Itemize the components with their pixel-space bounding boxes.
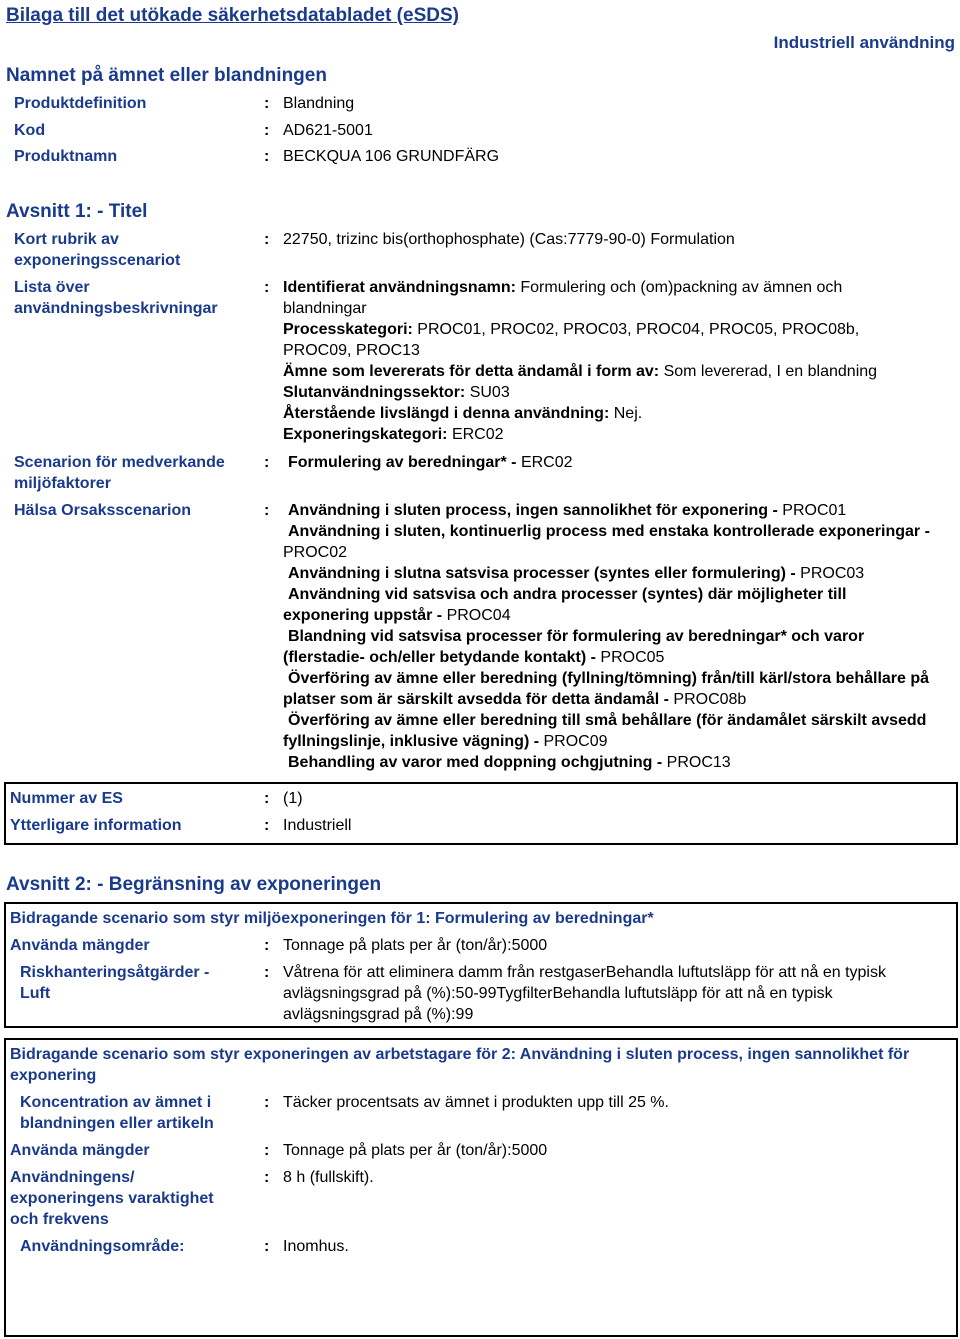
concentration-label: Koncentration av ämnet i blandningen eller artikeln xyxy=(20,1094,214,1132)
es-number-label: Nummer av ES xyxy=(10,790,123,807)
list-item xyxy=(283,500,933,521)
colon: : xyxy=(264,1142,270,1159)
es-number-value: (1) xyxy=(283,790,303,807)
worker-amount-label: Använda mängder xyxy=(10,1142,150,1159)
list-item xyxy=(283,563,933,584)
process-category-value: PROC01, PROC02, PROC03, PROC04, PROC05, PROC08b, PROC09, PROC13 xyxy=(283,321,860,359)
worker-box-title: Bidragande scenario som styr exponeringen av arbetstagare för 2: Användning i sluten process, ingen sannolikhet för exponering xyxy=(10,1046,910,1084)
identified-name-label: Identifierat användningsnamn: xyxy=(283,279,516,296)
health-item-text: Användning i sluten, kontinuerlig process med enstaka kontrollerade exponeringar - xyxy=(288,523,930,540)
es-info-box xyxy=(4,782,958,845)
list-item xyxy=(283,710,933,752)
code-value: AD621-5001 xyxy=(283,122,373,139)
remaining-life-label: Återstående livslängd i denna användning: xyxy=(283,405,610,422)
exposure-category-label: Exponeringskategori: xyxy=(283,426,448,443)
more-info-value: Industriell xyxy=(283,817,352,834)
health-item-code: PROC01 xyxy=(782,502,847,519)
section1-heading: Avsnitt 1: - Titel xyxy=(6,201,148,222)
risk-measures-value: Våtrena för att eliminera damm från restgaserBehandla luftutsläpp för att nå en typisk avlägsningsgrad på (%):50-99TygfilterBehandla luftutsläpp för att nå en typisk avlägsningsgrad på (%):99 xyxy=(283,964,886,1023)
list-item xyxy=(283,521,933,563)
health-item-code: PROC04 xyxy=(446,607,511,624)
health-item-code: PROC13 xyxy=(666,754,731,771)
use-list-value xyxy=(283,277,923,445)
health-scenario-list xyxy=(283,500,933,773)
env-amount-value: Tonnage på plats per år (ton/år):5000 xyxy=(283,937,548,954)
colon: : xyxy=(264,937,270,954)
supplied-form-label: Ämne som levererats för detta ändamål i form av: xyxy=(283,363,660,380)
worker-amount-value: Tonnage på plats per år (ton/år):5000 xyxy=(283,1142,548,1159)
env-scenario-code: ERC02 xyxy=(520,454,573,471)
duration-label: Användningens/ exponeringens varaktighet och frekvens xyxy=(10,1169,214,1228)
health-item-code: PROC08b xyxy=(673,691,747,708)
concentration-value: Täcker procentsats av ämnet i produkten upp till 25 %. xyxy=(283,1094,669,1111)
health-item-text: Användning i slutna satsvisa processer (syntes eller formulering) - xyxy=(288,565,796,582)
env-amount-label: Använda mängder xyxy=(10,937,150,954)
short-title-value: 22750, trizinc bis(orthophosphate) (Cas:7779-90-0) Formulation xyxy=(283,231,735,248)
product-definition-label: Produktdefinition xyxy=(14,95,147,112)
colon: : xyxy=(264,148,270,165)
health-item-text: Användning i sluten process, ingen sannolikhet för exponering - xyxy=(288,502,778,519)
colon: : xyxy=(264,231,270,248)
colon: : xyxy=(264,1169,270,1186)
health-item-code: PROC03 xyxy=(800,565,865,582)
colon: : xyxy=(264,817,270,834)
colon: : xyxy=(264,964,270,981)
exposure-category-value: ERC02 xyxy=(451,426,504,443)
health-item-code: PROC02 xyxy=(283,544,348,561)
code-label: Kod xyxy=(14,122,46,139)
health-item-text: Användning vid satsvisa och andra processer (syntes) där möjligheter till exponering uppstår - xyxy=(283,586,847,624)
usage-type: Industriell användning xyxy=(773,33,955,52)
duration-value: 8 h (fullskift). xyxy=(283,1169,374,1186)
colon: : xyxy=(264,454,270,471)
list-item xyxy=(283,752,933,773)
env-scenario-text: Formulering av beredningar* - xyxy=(288,454,517,471)
health-item-text: Överföring av ämne eller beredning (fyllning/tömning) från/till kärl/stora behållare på platser som är särskilt avsedda för detta ändamål - xyxy=(283,670,930,708)
section2-heading: Avsnitt 2: - Begränsning av exponeringen xyxy=(6,874,382,895)
colon: : xyxy=(264,95,270,112)
worker-contributing-scenario-box xyxy=(4,1038,958,1337)
end-use-sector-label: Slutanvändningssektor: xyxy=(283,384,466,401)
colon: : xyxy=(264,1094,270,1111)
end-use-sector-value: SU03 xyxy=(469,384,510,401)
env-scenario-label: Scenarion för medverkande miljöfaktorer xyxy=(14,454,225,492)
document-title: Bilaga till det utökade säkerhetsdatabladet (eSDS) xyxy=(6,5,459,26)
list-item xyxy=(283,584,933,626)
env-box-title: Bidragande scenario som styr miljöexponeringen för 1: Formulering av beredningar* xyxy=(10,910,654,927)
identified-name-value: Formulering och (om)packning av ämnen och blandningar xyxy=(283,279,843,317)
risk-measures-label: Riskhanteringsåtgärder - Luft xyxy=(20,964,210,1002)
health-item-text: Behandling av varor med doppning ochgjutning - xyxy=(288,754,663,771)
remaining-life-value: Nej. xyxy=(613,405,643,422)
colon: : xyxy=(264,1238,270,1255)
health-scenario-label: Hälsa Orsaksscenarion xyxy=(14,502,191,519)
health-item-text: Överföring av ämne eller beredning till små behållare (för ändamålet särskilt avsedd fyllningslinje, inklusive vägning) - xyxy=(283,712,927,750)
health-item-code: PROC09 xyxy=(543,733,608,750)
env-scenario-value xyxy=(283,452,953,473)
identity-heading: Namnet på ämnet eller blandningen xyxy=(6,65,327,86)
colon: : xyxy=(264,279,270,296)
list-item xyxy=(283,668,933,710)
colon: : xyxy=(264,502,270,519)
product-name-value: BECKQUA 106 GRUNDFÄRG xyxy=(283,148,500,165)
area-value: Inomhus. xyxy=(283,1238,349,1255)
list-item xyxy=(283,626,933,668)
colon: : xyxy=(264,122,270,139)
env-contributing-scenario-box xyxy=(4,902,958,1028)
health-item-text: Blandning vid satsvisa processer för formulering av beredningar* och varor (flerstadie- och/eller betydande kontakt) - xyxy=(283,628,865,666)
health-item-code: PROC05 xyxy=(600,649,665,666)
colon: : xyxy=(264,790,270,807)
product-definition-value: Blandning xyxy=(283,95,355,112)
process-category-label: Processkategori: xyxy=(283,321,413,338)
use-list-label: Lista över användningsbeskrivningar xyxy=(14,279,218,317)
product-name-label: Produktnamn xyxy=(14,148,118,165)
short-title-label: Kort rubrik av exponeringsscenariot xyxy=(14,231,181,269)
supplied-form-value: Som levererad, I en blandning xyxy=(663,363,878,380)
area-label: Användningsområde: xyxy=(20,1238,185,1255)
more-info-label: Ytterligare information xyxy=(10,817,182,834)
